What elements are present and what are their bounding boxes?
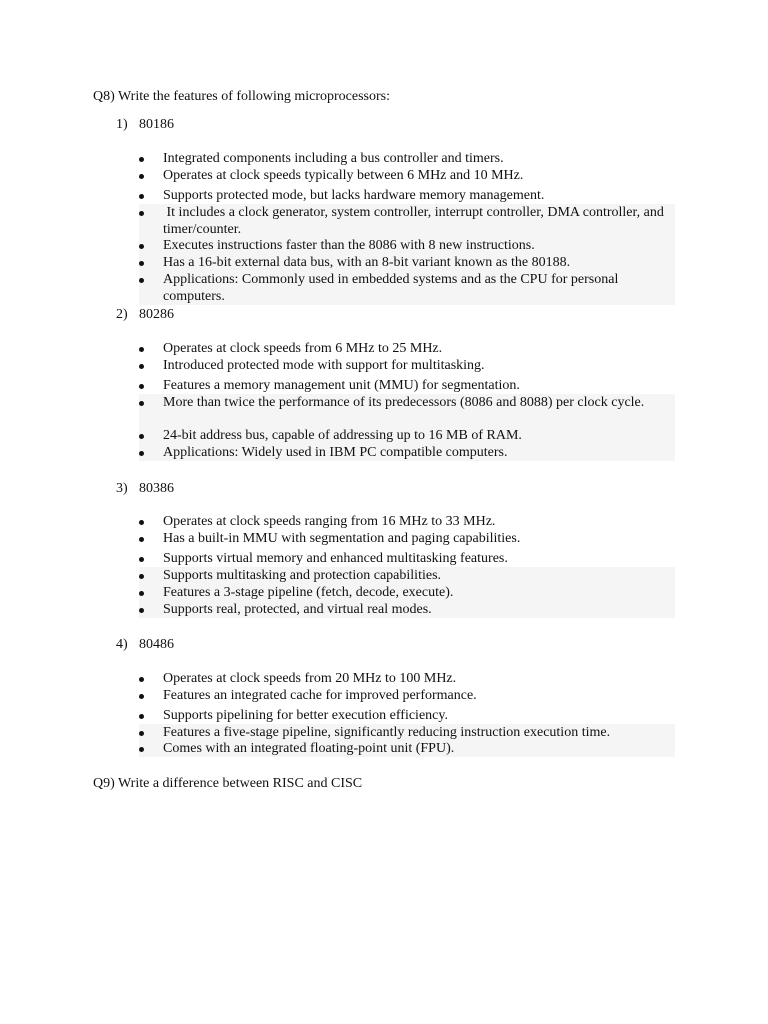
list-item: Operates at clock speeds from 6 MHz to 25 MHz. <box>139 341 669 358</box>
bullet-icon <box>139 244 144 249</box>
section-title: 80186 <box>139 117 174 132</box>
list-item: Applications: Commonly used in embedded systems and as the CPU for personal computers. <box>139 272 669 305</box>
list-item: Executes instructions faster than the 8086 with 8 new instructions. <box>139 238 669 255</box>
section-heading-80386 <box>116 480 174 497</box>
bullet-icon <box>139 557 144 562</box>
section-number: 1) <box>116 117 128 132</box>
question-9-heading: Q9) Write a difference between RISC and CISC <box>93 776 363 791</box>
list-item: 24-bit address bus, capable of addressing up to 16 MB of RAM. <box>139 428 669 445</box>
section-title: 80286 <box>139 307 174 322</box>
bullet-icon <box>139 591 144 596</box>
bullet-icon <box>139 211 144 216</box>
bullet-icon <box>139 364 144 369</box>
bullet-icon <box>139 278 144 283</box>
list-item: Operates at clock speeds from 20 MHz to 100 MHz. <box>139 671 669 688</box>
bullet-icon <box>139 384 144 389</box>
bullet-icon <box>139 608 144 613</box>
list-item: Operates at clock speeds typically between 6 MHz and 10 MHz. <box>139 168 669 185</box>
bullet-icon <box>139 731 144 736</box>
list-item: Has a built-in MMU with segmentation and paging capabilities. <box>139 531 669 548</box>
bullet-icon <box>139 347 144 352</box>
list-item: Supports multitasking and protection capabilities. <box>139 568 669 585</box>
list-item: Introduced protected mode with support for multitasking. <box>139 358 669 375</box>
bullet-icon <box>139 157 144 162</box>
list-item: Features a five-stage pipeline, significantly reducing instruction execution time. <box>139 725 669 742</box>
list-item: Supports real, protected, and virtual real modes. <box>139 602 669 619</box>
section-heading-80186 <box>116 116 174 133</box>
section-number: 4) <box>116 637 128 652</box>
bullet-icon <box>139 714 144 719</box>
list-item: Comes with an integrated floating-point unit (FPU). <box>139 741 669 758</box>
bullet-icon <box>139 537 144 542</box>
bullet-icon <box>139 451 144 456</box>
bullet-icon <box>139 694 144 699</box>
list-item: It includes a clock generator, system controller, interrupt controller, DMA controller, and timer/counter. <box>139 205 669 238</box>
list-item: Has a 16-bit external data bus, with an 8-bit variant known as the 80188. <box>139 255 669 272</box>
bullet-icon <box>139 434 144 439</box>
list-item: Integrated components including a bus controller and timers. <box>139 151 669 168</box>
list-item: Applications: Widely used in IBM PC compatible computers. <box>139 445 669 462</box>
bullet-icon <box>139 747 144 752</box>
list-item: Features a memory management unit (MMU) for segmentation. <box>139 378 669 395</box>
list-item: Features a 3-stage pipeline (fetch, decode, execute). <box>139 585 669 602</box>
section-number: 3) <box>116 481 128 496</box>
list-item: Features an integrated cache for improved performance. <box>139 688 669 705</box>
section-title: 80486 <box>139 637 174 652</box>
bullet-icon <box>139 401 144 406</box>
bullet-icon <box>139 574 144 579</box>
question-8-heading: Q8) Write the features of following microprocessors: <box>93 89 390 104</box>
section-heading-80286 <box>116 306 174 323</box>
bullet-icon <box>139 677 144 682</box>
bullet-icon <box>139 174 144 179</box>
list-item: More than twice the performance of its predecessors (8086 and 8088) per clock cycle. <box>139 395 669 412</box>
section-heading-80486 <box>116 636 174 653</box>
list-item: Supports protected mode, but lacks hardware memory management. <box>139 188 669 205</box>
section-number: 2) <box>116 307 128 322</box>
bullet-icon <box>139 194 144 199</box>
list-item: Operates at clock speeds ranging from 16 MHz to 33 MHz. <box>139 514 669 531</box>
section-title: 80386 <box>139 481 174 496</box>
list-item: Supports pipelining for better execution efficiency. <box>139 708 669 725</box>
list-item: Supports virtual memory and enhanced multitasking features. <box>139 551 669 568</box>
bullet-icon <box>139 261 144 266</box>
bullet-icon <box>139 520 144 525</box>
